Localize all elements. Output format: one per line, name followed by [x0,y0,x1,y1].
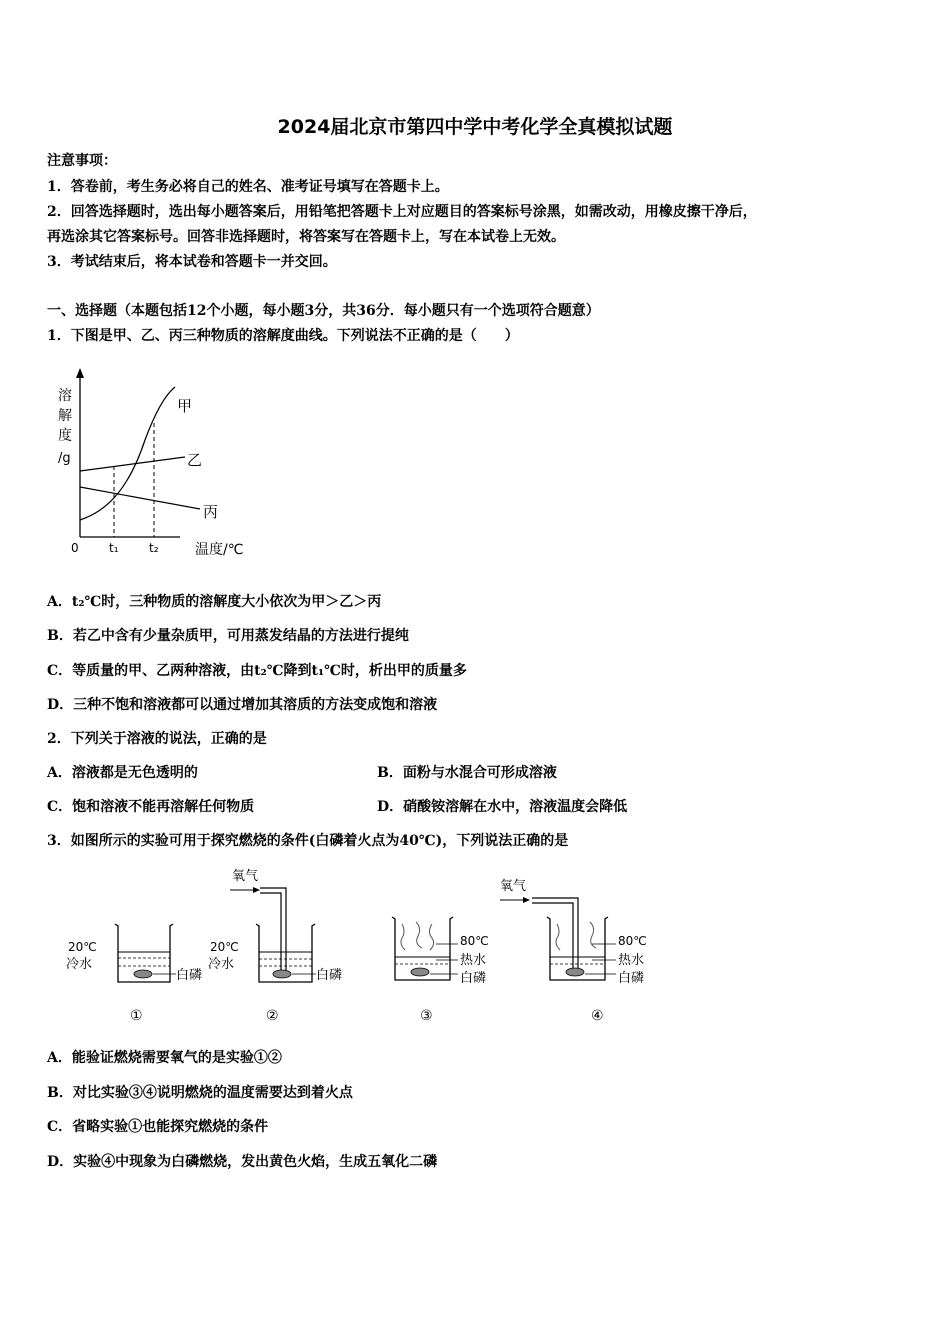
ylabel-char-4: /g [58,451,71,466]
x-tick-t1: t₁ [109,541,119,555]
notice-heading: 注意事项： [47,153,117,169]
beaker1-temp: 20℃ [68,940,97,954]
beaker4-label: ④ [591,1008,604,1024]
ylabel-char-3: 度 [58,428,72,444]
q1-option-c: C．等质量的甲、乙两种溶液，由t₂℃降到t₁℃时，析出甲的质量多 [47,663,467,679]
x-tick-t2: t₂ [149,541,159,555]
beaker2-temp: 20℃ [210,940,239,954]
q3-option-d: D．实验④中现象为白磷燃烧，发出黄色火焰，生成五氧化二磷 [47,1154,438,1170]
beaker1-label: ① [130,1008,143,1024]
series-label-yi: 乙 [187,451,203,469]
beaker2-water: 冷水 [208,957,235,972]
series-label-jia: 甲 [177,397,193,415]
curve-bing [80,487,200,509]
notice-item-3: 3．考试结束后，将本试卷和答题卡一并交回。 [47,254,337,270]
notice-item-2-cont: 再选涂其它答案标号。回答非选择题时，将答案写在答题卡上，写在本试卷上无效。 [47,229,565,245]
q1-stem: 1．下图是甲、乙、丙三种物质的溶解度曲线。下列说法不正确的是（ ） [47,328,519,344]
beaker4-phosphorus: 白磷 [618,971,645,986]
series-label-bing: 丙 [203,503,219,521]
q2-stem: 2．下列关于溶液的说法，正确的是 [47,731,267,747]
curve-jia [80,387,175,520]
experiment-figure [60,862,670,1032]
beaker2-label: ② [266,1008,279,1024]
q2-option-d: D．硝酸铵溶解在水中，溶液温度会降低 [377,799,628,815]
beaker-1 [66,924,202,1024]
notice-item-1: 1．答卷前，考生务必将自己的姓名、准考证号填写在答题卡上。 [47,179,449,195]
q1-option-d: D．三种不饱和溶液都可以通过增加其溶质的方法变成饱和溶液 [47,697,438,713]
beaker1-phosphorus: 白磷 [176,968,203,983]
curve-yi [80,457,185,471]
section-heading: 一、选择题（本题包括12个小题，每小题3分，共36分．每小题只有一个选项符合题意） [47,303,600,319]
origin-label: 0 [71,541,79,555]
notice-item-2: 2．回答选择题时，选出每小题答案后，用铅笔把答题卡上对应题目的答案标号涂黑，如需改动，用橡皮擦干净后， [47,204,757,220]
beaker-4 [500,879,647,1024]
ylabel-char-1: 溶 [58,388,72,404]
beaker1-water: 冷水 [66,957,93,972]
q3-stem: 3．如图所示的实验可用于探究燃烧的条件(白磷着火点为40℃)，下列说法正确的是 [47,833,569,849]
beaker2-phosphorus: 白磷 [316,968,343,983]
q3-option-a: A．能验证燃烧需要氧气的是实验①② [47,1050,282,1066]
beaker4-oxygen: 氧气 [500,879,527,894]
q2-option-a: A．溶液都是无色透明的 [47,765,198,781]
beaker-2 [208,869,342,1024]
page-title: 2024届北京市第四中学中考化学全真模拟试题 [277,116,673,138]
q1-option-a: A．t₂℃时，三种物质的溶解度大小依次为甲＞乙＞丙 [47,594,382,610]
q3-option-b: B．对比实验③④说明燃烧的温度需要达到着火点 [47,1085,353,1101]
solubility-chart [55,365,275,565]
beaker3-water: 热水 [460,953,487,968]
beaker3-temp: 80℃ [460,934,489,948]
ylabel-char-2: 解 [58,408,72,424]
beaker3-label: ③ [420,1008,433,1024]
beaker4-temp: 80℃ [618,934,647,948]
beaker4-water: 热水 [618,953,645,968]
q2-option-b: B．面粉与水混合可形成溶液 [377,765,557,781]
y-axis-arrow [76,368,84,378]
q1-option-b: B．若乙中含有少量杂质甲，可用蒸发结晶的方法进行提纯 [47,628,409,644]
beaker3-phosphorus: 白磷 [460,971,487,986]
q3-option-c: C．省略实验①也能探究燃烧的条件 [47,1119,269,1135]
beaker-3 [392,917,489,1024]
x-axis-label: 温度/℃ [195,542,244,558]
q2-option-c: C．饱和溶液不能再溶解任何物质 [47,799,255,815]
beaker2-oxygen: 氧气 [232,869,259,884]
